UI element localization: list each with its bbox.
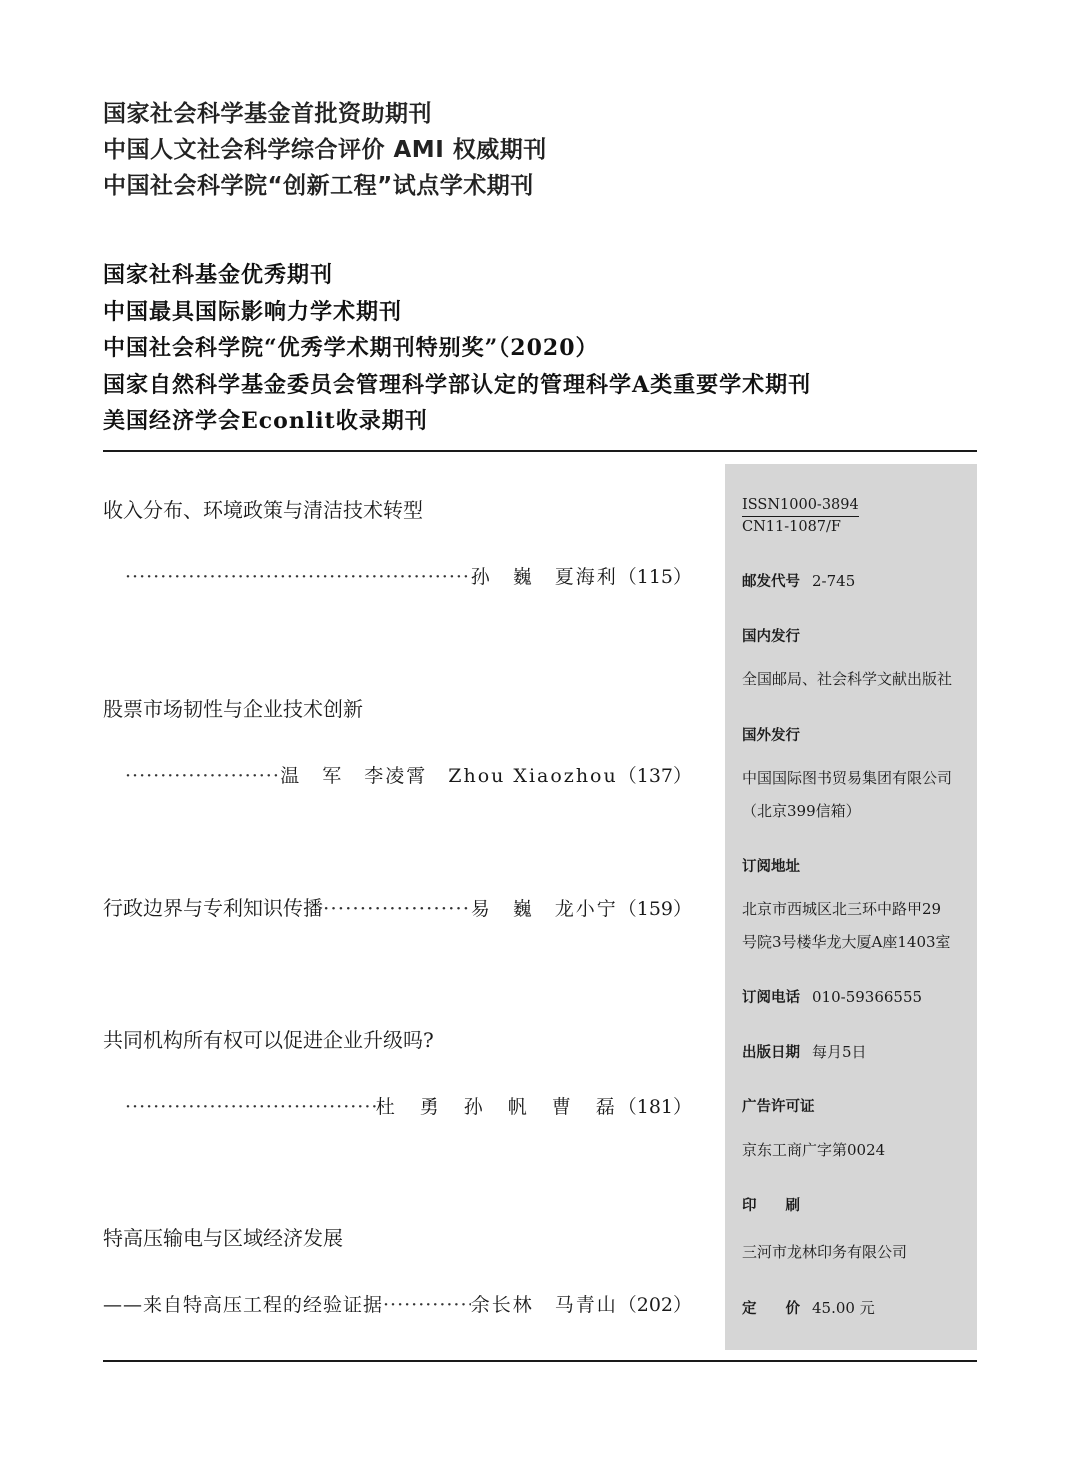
article-page: （137）: [617, 765, 692, 787]
subscription-phone-row: [742, 986, 922, 1007]
printer-value: 三河市龙林印务有限公司: [742, 1243, 908, 1261]
honor-line: 中国社会科学院“优秀学术期刊特别奖”（2020）: [103, 335, 599, 361]
postal-code-label: 邮发代号: [742, 574, 800, 590]
leader-dots: [383, 1294, 471, 1316]
price-value: 45.00 元: [812, 1299, 875, 1317]
subscription-phone-label: 订阅电话: [742, 990, 800, 1006]
ad-license-label: 广告许可证: [742, 1099, 815, 1115]
article-subtitle: ——来自特高压工程的经验证据: [103, 1294, 384, 1316]
printer-label: 印 刷: [742, 1198, 800, 1214]
issn-number: ISSN1000-3894: [742, 496, 859, 517]
price-label: 定 价: [742, 1301, 800, 1317]
honor-line: 国家社会科学基金首批资助期刊: [103, 101, 432, 127]
article-title: 收入分布、环境政策与清洁技术转型: [103, 498, 423, 522]
leader-dots: [125, 1096, 376, 1118]
article-authors: 温 军 李凌霄 Zhou Xiaozhou: [280, 765, 618, 787]
article-byline: [103, 892, 692, 921]
ad-license-value: 京东工商广字第0024: [742, 1141, 886, 1159]
foreign-distribution-box: （北京399信箱）: [742, 802, 861, 820]
article-authors: 易 巍 龙小宁: [470, 898, 618, 920]
article-authors: 孙 巍 夏海利: [470, 566, 618, 588]
article-page: （115）: [617, 566, 692, 588]
subscription-address-label: 订阅地址: [742, 859, 800, 875]
article-byline: [125, 1092, 692, 1119]
honor-line: 中国社会科学院“创新工程”试点学术期刊: [103, 173, 534, 199]
article-title: 股票市场韧性与企业技术创新: [103, 697, 363, 721]
foreign-distribution-value: 中国国际图书贸易集团有限公司: [742, 769, 953, 787]
honor-line: 中国最具国际影响力学术期刊: [103, 298, 403, 325]
article-page: （202）: [617, 1294, 692, 1316]
foreign-distribution-label: 国外发行: [742, 728, 800, 744]
top-divider: [103, 450, 977, 452]
article-byline: [125, 761, 692, 788]
honor-line: 国家社科基金优秀期刊: [103, 262, 334, 288]
issn-block: [742, 496, 859, 537]
article-authors: 余长林 马青山: [470, 1294, 618, 1316]
article-page: （159）: [617, 898, 692, 920]
honor-line: 国家自然科学基金委员会管理科学部认定的管理科学A类重要学术期刊: [103, 371, 812, 398]
article-authors: 杜 勇 孙 帆 曹 磊: [375, 1096, 618, 1118]
subscription-address-line: 号院3号楼华龙大厦A座1403室: [742, 933, 951, 951]
cn-number: CN11-1087/F: [742, 519, 841, 535]
leader-dots: [125, 566, 471, 588]
article-byline: [125, 562, 692, 589]
honors-primary: [103, 96, 547, 204]
leader-dots: [125, 765, 280, 787]
article-page: （181）: [617, 1096, 692, 1118]
subscription-phone-value: 010-59366555: [812, 988, 923, 1006]
publication-date-row: [742, 1041, 867, 1062]
domestic-distribution-label: 国内发行: [742, 629, 800, 645]
honor-line: 中国人文社会科学综合评价 AMI 权威期刊: [103, 137, 547, 163]
subscription-address-line: 北京市西城区北三环中路甲29: [742, 900, 942, 918]
leader-dots: [323, 896, 471, 920]
honor-line: 美国经济学会Econlit收录期刊: [103, 408, 428, 434]
postal-code-row: [742, 570, 855, 591]
article-byline: [103, 1290, 692, 1317]
publication-date-value: 每月5日: [812, 1043, 867, 1061]
domestic-distribution-value: 全国邮局、社会科学文献出版社: [742, 670, 953, 688]
article-title: 共同机构所有权可以促进企业升级吗?: [103, 1028, 434, 1052]
bottom-divider: [103, 1360, 977, 1362]
publication-date-label: 出版日期: [742, 1045, 800, 1061]
price-row: [742, 1297, 875, 1318]
article-title: 特高压输电与区域经济发展: [103, 1226, 343, 1250]
honors-secondary: [103, 257, 811, 440]
postal-code-value: 2-745: [812, 572, 856, 590]
article-title: 行政边界与专利知识传播: [103, 896, 323, 920]
